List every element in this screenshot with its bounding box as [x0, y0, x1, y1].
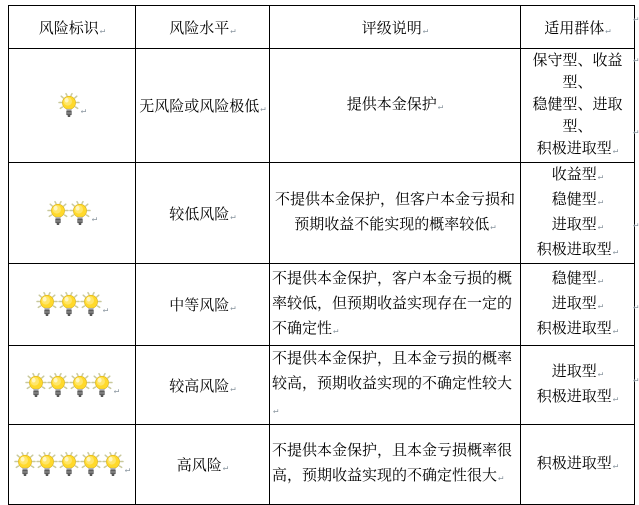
- lightbulb-icon: [69, 372, 91, 399]
- risk-level-cell: [136, 264, 270, 346]
- lightbulb-icon: [36, 451, 58, 478]
- risk-level-label: 较低风险: [169, 204, 230, 223]
- audience-line: 积极进取型↵: [536, 139, 619, 157]
- risk-level-label: 较高风险: [169, 376, 230, 395]
- table-row: [9, 346, 635, 425]
- audience-line: 积极进取型↵: [536, 319, 619, 337]
- risk-badge-cell: [9, 163, 136, 264]
- table-row: [9, 163, 635, 264]
- desc-line: 不提供本金保护，且本金亏损的概率: [272, 349, 513, 367]
- paragraph-mark: ↵: [273, 406, 279, 416]
- lightbulb-icon: [102, 451, 124, 478]
- paragraph-mark: ↵: [612, 394, 619, 404]
- audience-line: 进取型↵: [551, 215, 604, 233]
- risk-level-cell: [136, 163, 270, 264]
- audience-line: 收益型↵: [551, 165, 604, 183]
- paragraph-mark: ↵: [91, 213, 98, 224]
- lightbulb-icon: [47, 372, 69, 399]
- paragraph-mark: ↵: [597, 369, 604, 379]
- lightbulb-icon: [14, 451, 36, 478]
- lightbulb-icon: [25, 372, 47, 399]
- audience-cell: [521, 264, 635, 346]
- desc-line: 不确定性↵: [272, 318, 339, 337]
- paragraph-mark: ↵: [612, 461, 619, 471]
- audience-cell: [521, 346, 635, 425]
- header-cell-col-audience: [521, 6, 635, 49]
- rating-desc-cell: [270, 346, 521, 425]
- desc-line: 提供本金保护↵: [346, 94, 444, 113]
- header-cell-col-risk-badge: [9, 6, 136, 49]
- desc-line: 不提供本金保护，但客户本金亏损和: [274, 189, 515, 208]
- paragraph-mark: ↵: [230, 383, 236, 394]
- paragraph-mark: ↵: [612, 146, 619, 156]
- lightbulb-icon: [36, 291, 58, 318]
- table-row: [9, 49, 635, 163]
- bulb-group: [11, 200, 133, 227]
- header-cell-col-rating-desc: [270, 6, 521, 49]
- audience-line: 保守型、收益型、: [532, 51, 623, 91]
- rating-desc-cell: [270, 163, 521, 264]
- audience-cell: [521, 425, 635, 505]
- risk-level-cell: [136, 425, 270, 505]
- risk-level-label: 无风险或风险极低: [139, 97, 260, 115]
- desc-line: 率较低，但预期收益实现存在一定的: [272, 293, 513, 312]
- risk-level-label: 中等风险: [169, 296, 230, 314]
- row-end-mark: ↵: [633, 220, 639, 230]
- paragraph-mark: ↵: [222, 463, 229, 473]
- desc-line: 预期收益不能实现的概率较低↵: [294, 214, 496, 233]
- risk-badge-cell: [9, 425, 136, 505]
- bulb-group: [11, 291, 133, 318]
- header-label: 适用群体: [544, 18, 605, 37]
- audience-line: 积极进取型↵: [536, 240, 619, 258]
- paragraph-mark: ↵: [490, 221, 496, 232]
- audience-line: 进取型↵: [551, 294, 604, 312]
- paragraph-mark: ↵: [230, 25, 236, 36]
- paragraph-mark: ↵: [422, 25, 429, 36]
- audience-cell: [521, 49, 635, 163]
- risk-badge-cell: [9, 264, 136, 346]
- table-row: [9, 425, 635, 505]
- paragraph-mark: ↵: [612, 326, 619, 336]
- paragraph-mark: ↵: [99, 25, 106, 36]
- lightbulb-icon: [47, 200, 69, 227]
- audience-line: 进取型↵: [551, 362, 604, 380]
- paragraph-mark: ↵: [102, 305, 109, 315]
- lightbulb-icon: [58, 92, 80, 119]
- desc-line: 不提供本金保护，客户本金亏损的概: [272, 268, 513, 287]
- table-row: [9, 264, 635, 346]
- desc-line: 较高，预期收益实现的不确定性较大↵: [272, 374, 513, 416]
- risk-badge-cell: [9, 346, 136, 425]
- paragraph-mark: ↵: [80, 106, 87, 116]
- header-label: 风险标识: [38, 18, 99, 37]
- row-end-mark: ↵: [633, 375, 639, 385]
- desc-line: 高，预期收益实现的不确定性很大↵: [272, 466, 504, 484]
- bulb-group: [11, 92, 133, 119]
- audience-cell: [521, 163, 635, 264]
- paragraph-mark: ↵: [333, 325, 339, 336]
- header-label: 风险水平: [169, 18, 230, 37]
- paragraph-mark: ↵: [230, 211, 236, 222]
- risk-badge-cell: [9, 49, 136, 163]
- audience-line: 稳健型↵: [551, 269, 604, 287]
- paragraph-mark: ↵: [230, 303, 236, 313]
- audience-line: 积极进取型↵: [536, 454, 619, 472]
- paragraph-mark: ↵: [113, 385, 120, 396]
- paragraph-mark: ↵: [597, 276, 604, 286]
- paragraph-mark: ↵: [612, 247, 619, 257]
- header-cell-col-risk-level: [136, 6, 270, 49]
- row-end-mark: ↵: [633, 127, 639, 137]
- paragraph-mark: ↵: [597, 222, 604, 232]
- table-header-row: [9, 6, 635, 49]
- row-end-mark: ↵: [633, 14, 639, 24]
- paragraph-mark: ↵: [605, 25, 611, 36]
- audience-line: 稳健型、进取型、: [532, 95, 623, 135]
- risk-rating-table: [8, 5, 635, 505]
- risk-level-label: 高风险: [176, 456, 222, 474]
- paragraph-mark: ↵: [597, 172, 604, 182]
- rating-desc-cell: [270, 264, 521, 346]
- audience-line: 积极进取型↵: [536, 387, 619, 405]
- desc-line: 不提供本金保护，且本金亏损概率很: [272, 441, 513, 459]
- paragraph-mark: ↵: [124, 465, 131, 475]
- lightbulb-icon: [58, 451, 80, 478]
- rating-desc-cell: [270, 425, 521, 505]
- audience-line: 稳健型↵: [551, 190, 604, 208]
- risk-level-cell: [136, 346, 270, 425]
- bulb-group: [11, 372, 133, 399]
- header-label: 评级说明: [361, 18, 422, 37]
- lightbulb-icon: [58, 291, 80, 318]
- paragraph-mark: ↵: [498, 473, 504, 483]
- lightbulb-icon: [91, 372, 113, 399]
- row-end-mark: ↵: [633, 55, 639, 65]
- rating-desc-cell: [270, 49, 521, 163]
- row-end-mark: ↵: [633, 302, 639, 312]
- bulb-group: [11, 451, 133, 478]
- paragraph-mark: ↵: [437, 101, 444, 112]
- lightbulb-icon: [69, 200, 91, 227]
- paragraph-mark: ↵: [260, 104, 266, 114]
- lightbulb-icon: [80, 291, 102, 318]
- lightbulb-icon: [80, 451, 102, 478]
- risk-level-cell: [136, 49, 270, 163]
- paragraph-mark: ↵: [597, 301, 604, 311]
- paragraph-mark: ↵: [597, 197, 604, 207]
